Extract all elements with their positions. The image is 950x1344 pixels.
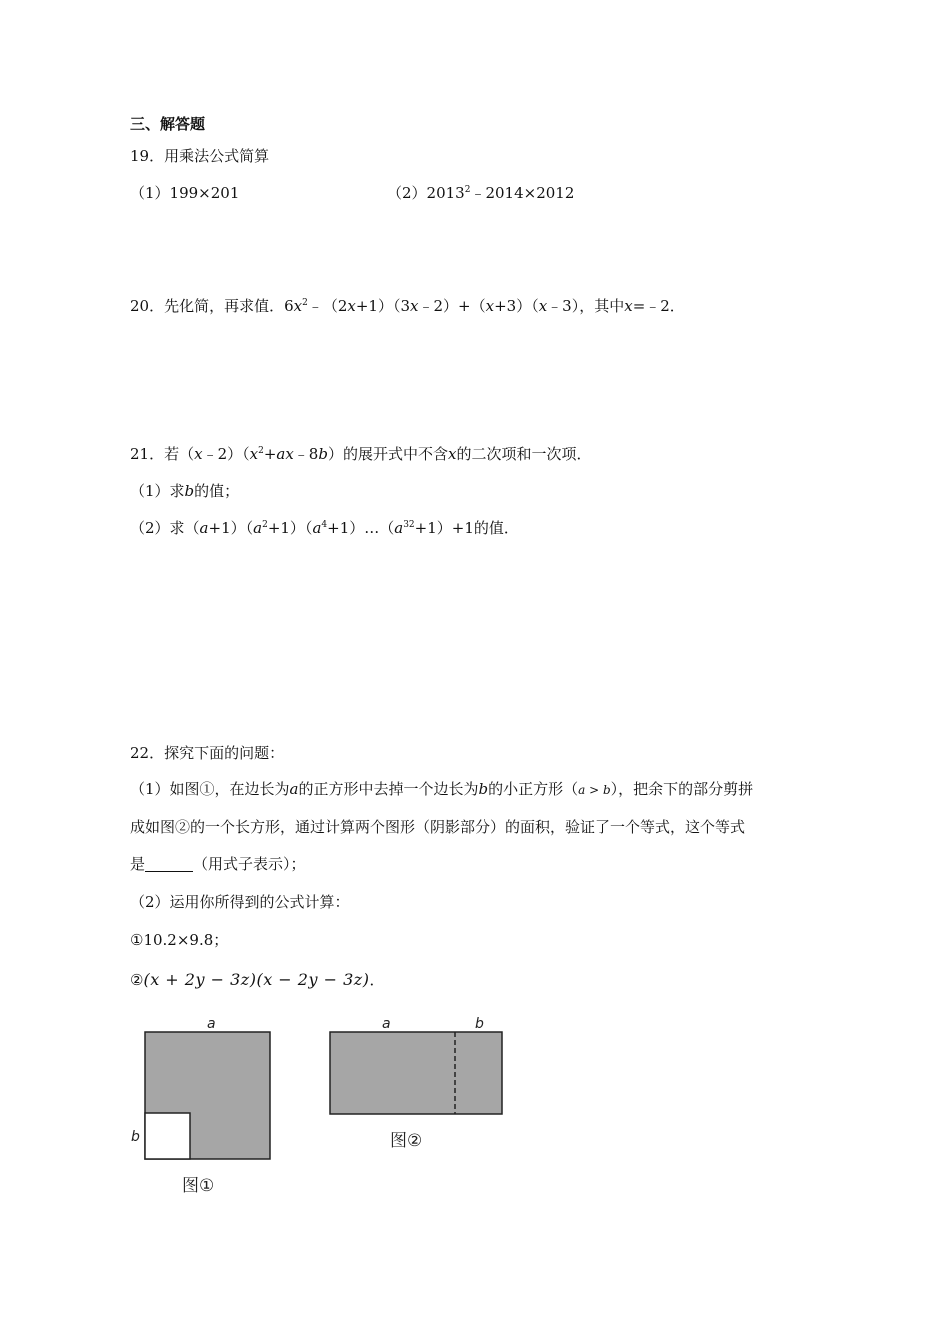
q21-p1-pre: （1）求 — [130, 482, 185, 500]
q20-var: x — [293, 297, 303, 315]
q20-t6: =﹣2． — [632, 297, 685, 315]
q19-part1: （1）199×201 — [130, 184, 240, 202]
fig1-label-b: b — [131, 1129, 140, 1145]
q20-var: x — [624, 297, 633, 315]
q21-p1-post: 的值； — [194, 482, 240, 500]
fig1-small-square — [145, 1113, 190, 1159]
figures — [0, 1010, 950, 1270]
q22-condition: a > b — [578, 783, 611, 797]
q22-calc1: ①10.2×9.8； — [130, 931, 229, 949]
q20-t3: ﹣2）+（ — [418, 297, 486, 315]
q22-var: b — [478, 780, 489, 798]
q22-l1-s2: 的正方形中去掉一个边长为 — [298, 780, 479, 798]
q21-exp: 2 — [262, 520, 268, 530]
fig2-label-b: b — [475, 1016, 484, 1032]
q21-exp: 32 — [403, 520, 415, 530]
q20-t2: +1）（3 — [355, 297, 411, 315]
q19-part2 — [387, 183, 574, 203]
answer-blank[interactable] — [145, 856, 193, 872]
q22-line2: 成如图②的一个长方形，通过计算两个图形（阴影部分）的面积，验证了一个等式，这个等式 — [130, 818, 746, 836]
q22-line1 — [130, 779, 753, 800]
q21-var: b — [184, 482, 195, 500]
q19-part2-rest: ﹣2014×2012 — [470, 184, 575, 202]
q21-p2-s4: +1）…（ — [327, 519, 395, 537]
q20-exp: 2 — [302, 298, 308, 308]
q21-p2-s5: +1）+1的值． — [414, 519, 519, 537]
q21-var: a — [394, 519, 404, 537]
q21-var: a — [199, 519, 209, 537]
q21-p2-s2: +1）（ — [208, 519, 254, 537]
q20-t0: 20．先化简，再求值．6 — [130, 297, 294, 315]
q21-var: a — [312, 519, 322, 537]
q20-stem — [130, 296, 685, 316]
q20-var: x — [410, 297, 419, 315]
q22-c2-expr: (x + 2y − 3z)(x − 2y − 3z) — [143, 970, 370, 989]
q19-stem: 19．用乘法公式简算 — [130, 147, 270, 165]
q21-s6: 的二次项和一次项． — [456, 445, 592, 463]
q21-var: ax — [276, 445, 294, 463]
q22-l1-s4: ），把余下的部分剪拼 — [610, 780, 754, 798]
q21-var: x — [447, 445, 457, 463]
q21-var: a — [253, 519, 263, 537]
q19-part2-base: （2）2013 — [387, 184, 465, 202]
fig2-caption: 图② — [390, 1131, 423, 1151]
q20-t1: ﹣（2 — [307, 297, 348, 315]
fig2-label-a: a — [382, 1016, 391, 1032]
q21-var: x — [194, 445, 203, 463]
q22-l3-pre: 是 — [130, 855, 146, 873]
q21-p2-s3: +1）（ — [267, 519, 313, 537]
q21-stem — [130, 444, 591, 464]
q21-exp: 4 — [321, 520, 328, 530]
q20-var: x — [347, 297, 356, 315]
q21-s4: ﹣8 — [293, 445, 319, 463]
section-heading: 三、解答题 — [130, 115, 206, 133]
q21-s5: ）的展开式中不含 — [327, 445, 448, 463]
fig1-label-a: a — [207, 1016, 216, 1032]
q22-stem: 22．探究下面的问题： — [130, 744, 285, 762]
q20-var: x — [485, 297, 495, 315]
q22-line3 — [130, 854, 306, 874]
q21-var: x — [249, 445, 259, 463]
q22-l3-post: （用式子表示）； — [193, 855, 306, 873]
q22-l1-s3: 的小正方形（ — [488, 780, 579, 798]
q22-l1-s1: （1）如图①，在边长为 — [130, 780, 290, 798]
q20-t5: ﹣3），其中 — [547, 297, 625, 315]
fig1-caption: 图① — [182, 1176, 215, 1196]
q22-part2: （2）运用你所得到的公式计算： — [130, 893, 350, 911]
q20-var: x — [538, 297, 548, 315]
q20-t4: +3）（ — [494, 297, 539, 315]
q19-part2-exp: 2 — [464, 185, 471, 195]
fig2-rectangle — [330, 1032, 502, 1114]
q22-c2-mark: ② — [130, 971, 144, 989]
q21-s1: 21．若（ — [130, 445, 195, 463]
q22-calc2 — [130, 970, 384, 990]
q22-c2-end: ． — [369, 971, 385, 989]
q21-part1 — [130, 481, 239, 501]
q22-var: a — [289, 780, 299, 798]
q21-var: b — [318, 445, 328, 463]
q21-s3: + — [263, 445, 277, 463]
q21-p2-s1: （2）求（ — [130, 519, 200, 537]
q21-exp: 2 — [258, 446, 264, 456]
q21-s2: ﹣2）（ — [202, 445, 250, 463]
q21-part2 — [130, 518, 519, 538]
